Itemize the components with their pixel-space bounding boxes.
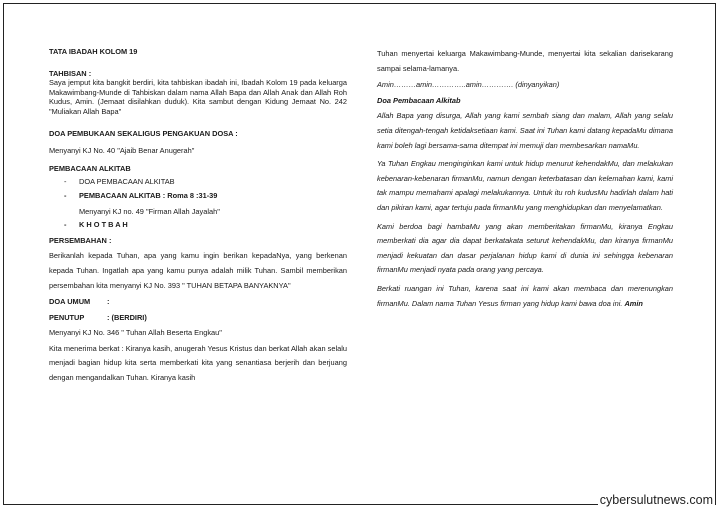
prayer-closing-text: Berkati ruangan ini Tuhan, karena saat ini kami akan membaca dan merenungkan firmanMu. Dalam nama Tuhan Yesus firman yang hidup kami bawa doa ini.	[377, 283, 673, 308]
document-title: TATA IBADAH KOLOM 19	[49, 47, 138, 56]
closing-amin: Amin	[624, 298, 643, 308]
tahbisan-heading: TAHBISAN :	[49, 68, 92, 78]
penutup-text: Kita menerima berkat : Kiranya kasih, anugerah Yesus Kristus dan berkat Allah akan selalu menjadi bagian hidup kita serta memberkati kita yang senantiasa berjerih dan berjuang dengan mengandalkan Tuhan. Kiranya kasih	[49, 343, 347, 383]
prayer-paragraph: Ya Tuhan Engkau menginginkan kami untuk hidup menurut kehendakMu, dan melakukan kebenaran-kebenaran firmanMu, namun dengan keterbatasan dan kelemahan kami, kami tak mampu memahami apalagi melakukannya. Untuk itu roh kudusMu hadirlah dalam hati dan pikiran kami, agar tertuju pada firmanMu yang menghidupkan dan menyelamatkan.	[377, 159, 673, 212]
right-column	[377, 47, 673, 311]
doa-umum-row	[49, 297, 347, 307]
pembacaan-song: Menyanyi KJ no. 49 "Firman Allah Jayalah"	[79, 206, 220, 216]
doa-pembacaan-heading: Doa Pembacaan Alkitab	[377, 95, 461, 105]
source-watermark: cybersulutnews.com	[599, 493, 713, 507]
khotbah-label: K H O T B A H	[79, 220, 128, 230]
pembacaan-heading: PEMBACAAN ALKITAB	[49, 163, 131, 173]
bullet-dash: -	[64, 220, 67, 230]
doa-pembukaan-song: Menyanyi KJ No. 40 "Ajaib Benar Anugerah"	[49, 146, 195, 156]
continuation-text: Tuhan menyertai keluarga Makawimbang-Munde, menyertai kita sekalian darisekarang sampai selama-lamanya.	[377, 49, 673, 73]
pembacaan-item-text: DOA PEMBACAAN ALKITAB	[79, 177, 175, 187]
pembacaan-item-text: PEMBACAAN ALKITAB : Roma 8 :31-39	[79, 190, 218, 200]
persembahan-text: Berikanlah kepada Tuhan, apa yang kamu ingin berikan kepadaNya, yang berkenan kepada Tuhan. Ingatlah apa yang kamu punya adalah milik Tuhan. Sambil memberikan persembahan kita menyanyi KJ No. 393 " TUHAN BETAPA BANYAKNYA"	[49, 251, 347, 290]
tahbisan-text: Saya jemput kita bangkit berdiri, kita tahbiskan ibadah ini, Ibadah Kolom 19 pada keluarga Makawimbang-Munde di Tahbiskan dalam nama Allah Bapa dan Allah Anak dan Allah Roh Kudus, Amin. (Jemaat disilahkan duduk). Kita sambut dengan Kidung Jemaat No. 242 "Muliakan Allah Bapa"	[49, 78, 347, 116]
pembacaan-item	[49, 177, 347, 187]
doa-umum-value: :	[107, 297, 110, 307]
penutup-song: Menyanyi KJ No. 346 " Tuhan Allah Beserta Engkau"	[49, 328, 222, 338]
prayer-paragraph: Allah Bapa yang disurga, Allah yang kami sembah siang dan malam, Allah yang selalu setia ditengah-tengah ketidaksetiaan kami. Saat ini Tuhan kami datang kepadaMu dimana kami boleh lagi bersama-sama ditempat ini memuji dan membesarkan namaMu.	[377, 111, 673, 150]
left-column	[49, 47, 347, 386]
doa-umum-label: DOA UMUM	[49, 297, 91, 307]
bullet-dash: -	[64, 190, 67, 200]
khotbah-item	[49, 220, 347, 230]
persembahan-heading: PERSEMBAHAN :	[49, 235, 112, 245]
doa-pembukaan-heading: DOA PEMBUKAAN SEKALIGUS PENGAKUAN DOSA :	[49, 128, 238, 138]
bullet-dash: -	[64, 177, 67, 187]
penutup-row	[49, 313, 347, 323]
pembacaan-item	[49, 191, 347, 201]
prayer-paragraph: Kami berdoa bagi hambaMu yang akan memberitakan firmanMu, kiranya Engkau memberkati dia agar dia dapat berkatakata seturut kehendakMu, dan kiranya firmanMu menjadi kekuatan dan dasar perjalanan hidup kami di dunia ini sehingga kebenaran firmanMu menjadi nyata pada orang yang percaya.	[377, 221, 673, 275]
penutup-label: PENUTUP	[49, 312, 85, 322]
prayer-closing	[377, 282, 673, 311]
penutup-value: : (BERDIRI)	[107, 312, 147, 322]
amin-line: Amin………amin…………..amin…………. (dinyanyikan)	[377, 80, 560, 90]
